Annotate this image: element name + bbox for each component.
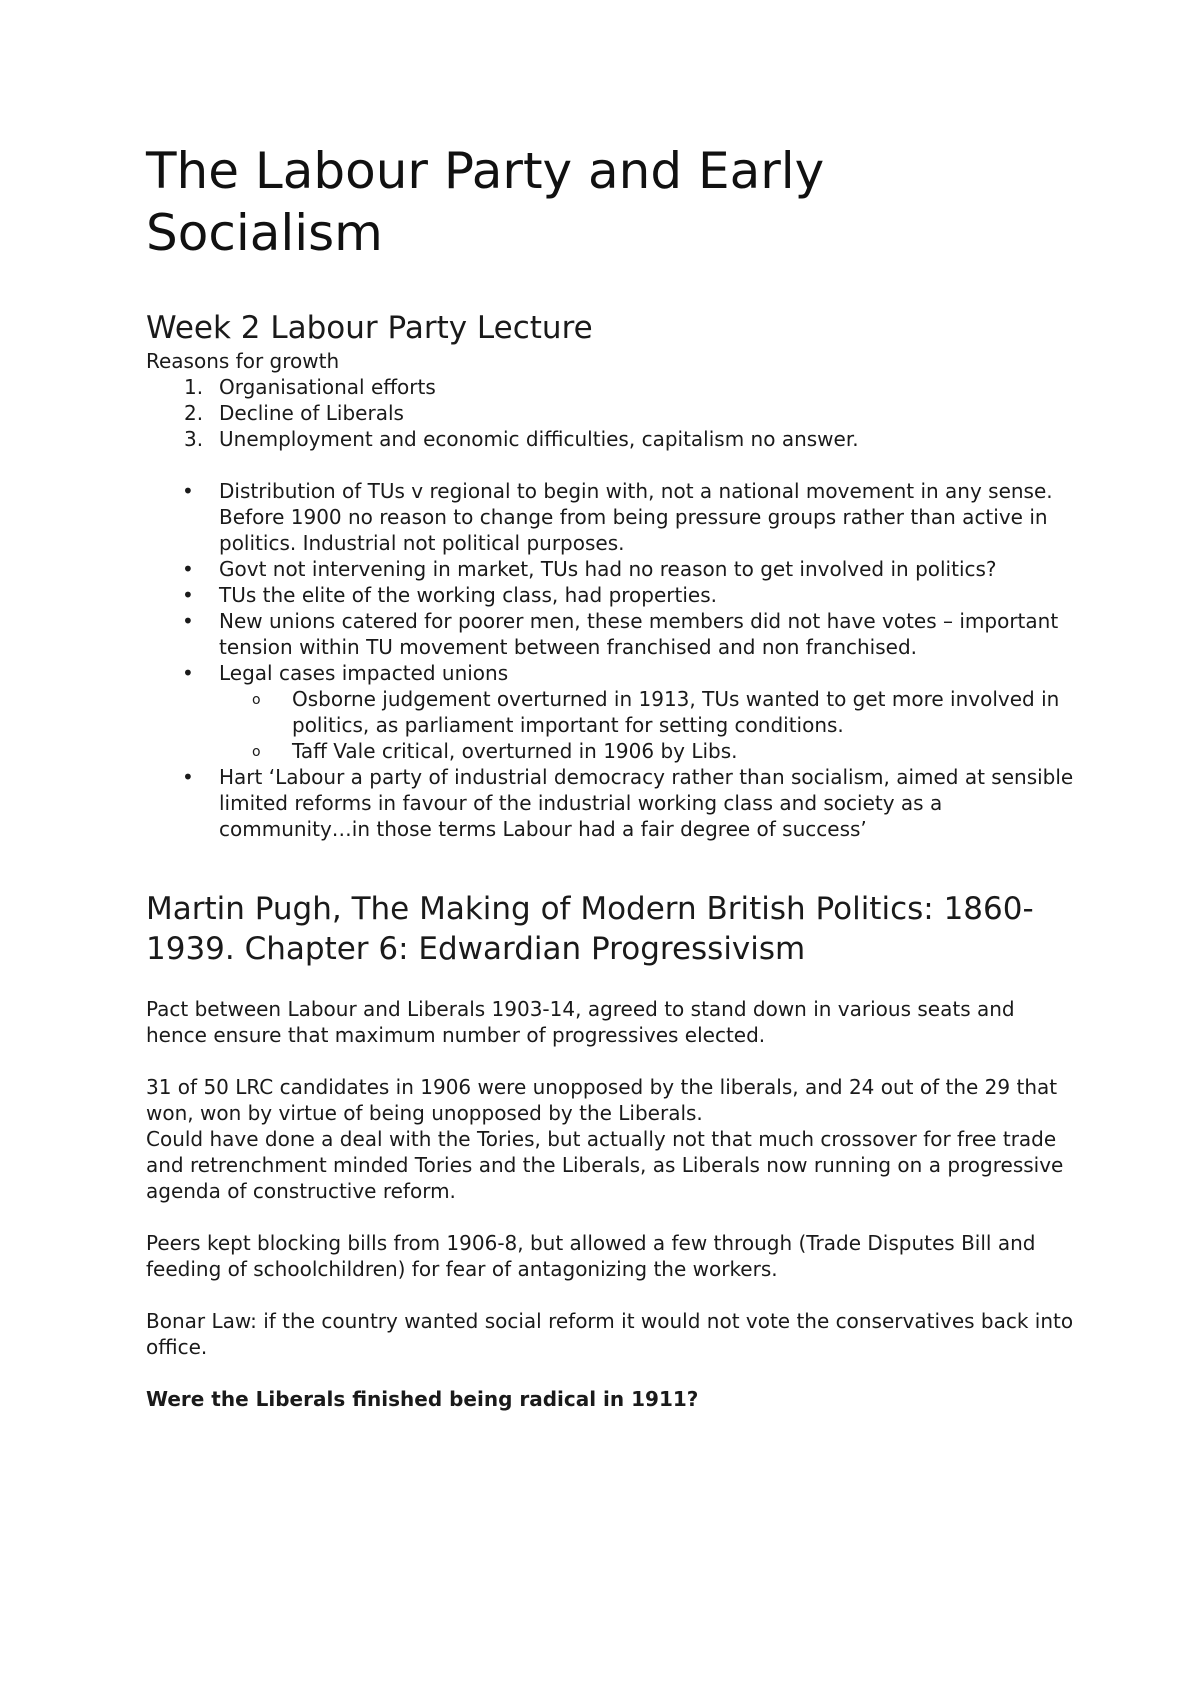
bullet-icon: • [182, 583, 194, 607]
bullet-icon: • [182, 609, 194, 633]
paragraph: Bonar Law: if the country wanted social reform it would not vote the conservatives back into office. [146, 1309, 1074, 1359]
list-item [146, 400, 1076, 426]
list-item-text: Distribution of TUs v regional to begin with, not a national movement in any sense. Before 1900 no reason to change from being pressure groups rather than active in politics. Industrial not political purposes. [219, 479, 1053, 555]
document-title: The Labour Party and Early Socialism [146, 142, 825, 262]
reasons-list [146, 374, 1076, 452]
list-item-text: Unemployment and economic difficulties, capitalism no answer. [219, 427, 859, 451]
list-item [146, 426, 1076, 452]
list-item-text: Govt not intervening in market, TUs had no reason to get involved in politics? [219, 557, 997, 581]
bullet-icon: • [182, 557, 194, 581]
list-number: 1. [184, 375, 204, 399]
sub-list-item [219, 738, 1076, 764]
bullet-icon: • [182, 661, 194, 685]
list-item [146, 660, 1076, 764]
pugh-heading: Martin Pugh, The Making of Modern British Politics: 1860-1939. Chapter 6: Edwardian Progressivism [146, 891, 1034, 967]
lecture-bullets [146, 478, 1076, 842]
list-number: 2. [184, 401, 204, 425]
document-page [146, 140, 1076, 1412]
list-item [146, 764, 1076, 842]
list-item-text: New unions catered for poorer men, these members did not have votes – important tension within TU movement between franchised and non franchised. [219, 609, 1059, 659]
list-item-text: Decline of Liberals [219, 401, 404, 425]
list-item [146, 478, 1076, 556]
sub-bullet-icon: o [252, 692, 261, 708]
paragraph: Pact between Labour and Liberals 1903-14, agreed to stand down in various seats and hence ensure that maximum number of progressives elected. [146, 997, 1015, 1047]
sub-list-item-text: Osborne judgement overturned in 1913, TUs wanted to get more involved in politics, as parliament important for setting conditions. [292, 687, 1060, 737]
list-number: 3. [184, 427, 204, 451]
legal-cases-list [219, 686, 1076, 764]
sub-list-item [219, 686, 1076, 738]
list-item [146, 582, 1076, 608]
bullet-icon: • [182, 765, 194, 789]
sub-bullet-icon: o [252, 744, 261, 760]
reasons-intro: Reasons for growth [146, 349, 340, 373]
list-item-text: Hart ‘Labour a party of industrial democracy rather than socialism, aimed at sensible limited reforms in favour of the industrial working class and society as a community…in those terms Labour had a fair degree of success’ [219, 765, 1074, 841]
sub-list-item-text: Taff Vale critical, overturned in 1906 by Libs. [292, 739, 738, 763]
list-item [146, 556, 1076, 582]
question-heading: Were the Liberals finished being radical in 1911? [146, 1387, 699, 1411]
lecture-heading: Week 2 Labour Party Lecture [146, 310, 593, 346]
paragraph: Could have done a deal with the Tories, but actually not that much crossover for free trade and retrenchment minded Tories and the Liberals, as Liberals now running on a progressive agenda of constructive reform. [146, 1127, 1064, 1203]
list-item-text: TUs the elite of the working class, had properties. [219, 583, 717, 607]
paragraph: Peers kept blocking bills from 1906-8, but allowed a few through (Trade Disputes Bill and feeding of schoolchildren) for fear of antagonizing the workers. [146, 1231, 1036, 1281]
list-item-text: Legal cases impacted unions [219, 661, 509, 685]
list-item [146, 608, 1076, 660]
list-item [146, 374, 1076, 400]
paragraph: 31 of 50 LRC candidates in 1906 were unopposed by the liberals, and 24 out of the 29 that won, won by virtue of being unopposed by the Liberals. [146, 1075, 1058, 1125]
bullet-icon: • [182, 479, 194, 503]
list-item-text: Organisational efforts [219, 375, 436, 399]
